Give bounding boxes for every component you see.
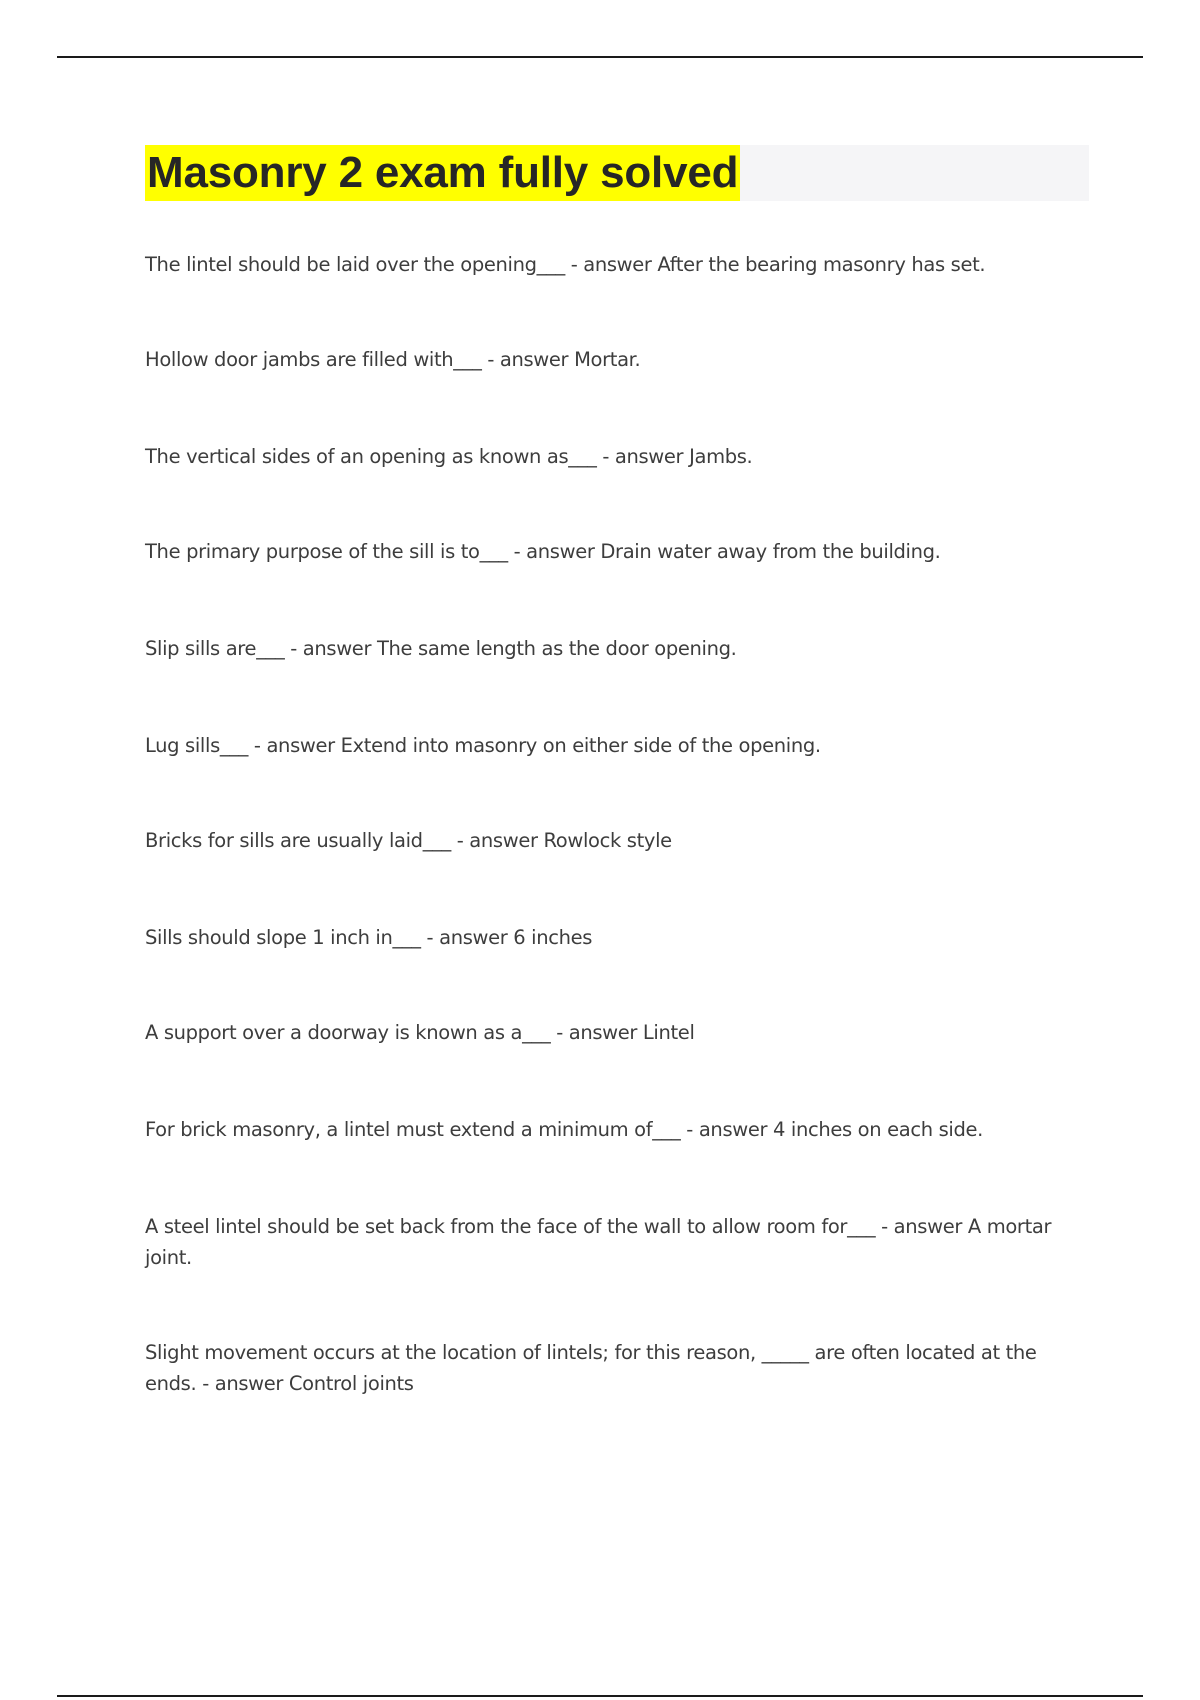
question-item: Slip sills are___ - answer The same length as the door opening.	[145, 637, 737, 660]
question-item: A support over a doorway is known as a___ - answer Lintel	[145, 1021, 695, 1044]
question-item: The vertical sides of an opening as known as___ - answer Jambs.	[145, 445, 753, 468]
question-item: The lintel should be laid over the opening___ - answer After the bearing masonry has set.	[145, 253, 986, 276]
top-rule	[57, 56, 1143, 58]
bottom-rule	[57, 1695, 1143, 1697]
question-item: Lug sills___ - answer Extend into masonry on either side of the opening.	[145, 734, 821, 757]
question-item: Sills should slope 1 inch in___ - answer 6 inches	[145, 926, 593, 949]
question-item: Bricks for sills are usually laid___ - answer Rowlock style	[145, 829, 672, 852]
document-title: Masonry 2 exam fully solved	[145, 145, 740, 201]
question-item: Hollow door jambs are filled with___ - answer Mortar.	[145, 348, 641, 371]
question-item: A steel lintel should be set back from the face of the wall to allow room for___ - answer A mortar joint.	[145, 1215, 1052, 1269]
question-item: The primary purpose of the sill is to___ - answer Drain water away from the building.	[145, 540, 941, 563]
question-item: For brick masonry, a lintel must extend a minimum of___ - answer 4 inches on each side.	[145, 1118, 983, 1141]
question-item: Slight movement occurs at the location of lintels; for this reason, _____ are often located at the ends. - answer Control joints	[145, 1341, 1037, 1395]
